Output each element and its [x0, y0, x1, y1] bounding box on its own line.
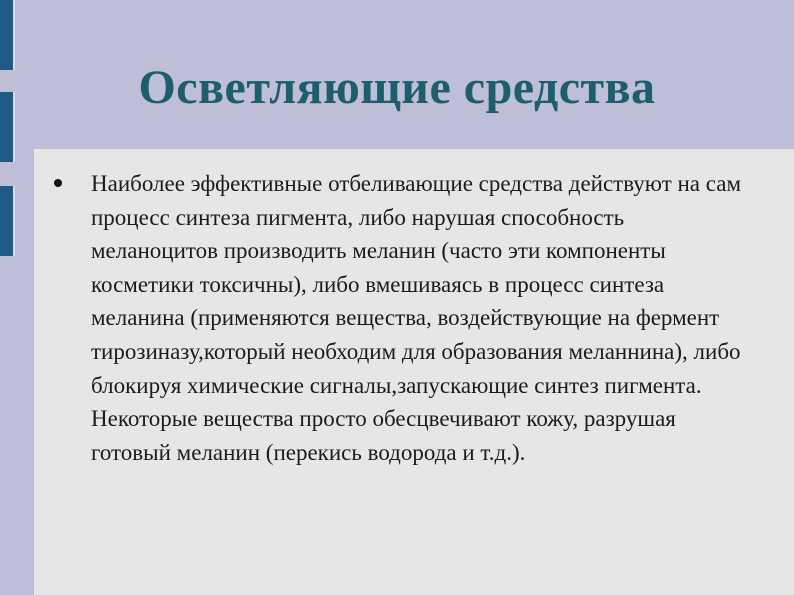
decorative-bar [0, 186, 15, 256]
slide-title: Осветляющие средства [138, 61, 656, 114]
content-panel [34, 149, 794, 595]
bullet-text: Наиболее эффективные отбеливающие средства действуют на сам процесс синтеза пигмента, либо нарушая способность меланоцитов производить меланин (часто эти компоненты косметики токсичны), либо вмешиваясь в процесс синтеза меланина (применяются вещества, воздействующие на фермент тирозиназу,который необходим для образования меланнина), либо блокируя химические сигналы,запускающие синтез пигмента. Некоторые вещества просто обесцвечивают кожу, разрушая готовый меланин (перекись водорода и т.д.). [91, 171, 742, 465]
bullet-dot-icon [54, 179, 62, 187]
